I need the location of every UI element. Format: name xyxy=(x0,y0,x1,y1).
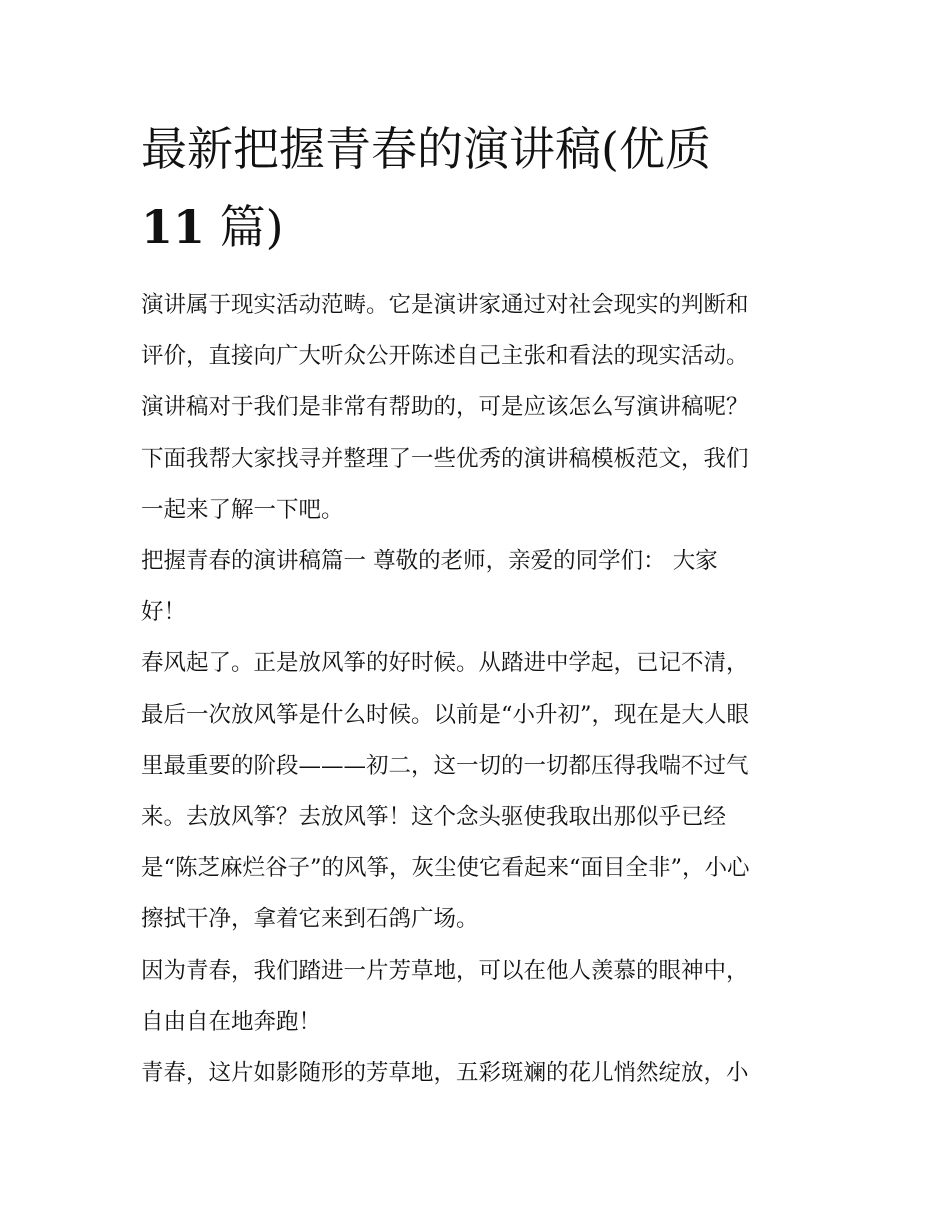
text-line: 春风起了。正是放风筝的好时候。从踏进中学起，已记不清， xyxy=(141,650,749,677)
title-number: 11 xyxy=(141,200,206,254)
text-line: 自由自在地奔跑！ xyxy=(141,1008,322,1035)
paragraph-meadow xyxy=(141,1048,821,1099)
text-line: 评价，直接向广大听众公开陈述自己主张和看法的现实活动。 xyxy=(141,343,749,370)
text-line: 最后一次放风筝是什么时候。以前是“小升初”，现在是大人眼 xyxy=(141,701,750,728)
text-line: 青春，这片如影随形的芳草地，五彩斑斓的花儿悄然绽放，小 xyxy=(141,1060,749,1087)
title-suffix: 篇) xyxy=(205,200,284,254)
paragraph-greeting xyxy=(141,536,821,638)
text-line: 来。去放风筝？去放风筝！这个念头驱使我取出那似乎已经 xyxy=(141,804,727,831)
text-line: 把握青春的演讲稿篇一 尊敬的老师，亲爱的同学们： 大家 xyxy=(141,548,718,575)
document-title xyxy=(141,110,821,266)
paragraph-intro xyxy=(141,280,821,536)
text-line: 因为青春，我们踏进一片芳草地，可以在他人羡慕的眼神中， xyxy=(141,957,749,984)
text-line: 擦拭干净，拿着它来到石鸽广场。 xyxy=(141,906,479,933)
text-line: 演讲稿对于我们是非常有帮助的，可是应该怎么写演讲稿呢？ xyxy=(141,394,749,421)
title-line-2 xyxy=(141,188,821,266)
paragraph-kite xyxy=(141,638,821,945)
text-line: 一起来了解一下吧。 xyxy=(141,496,344,523)
text-line: 演讲属于现实活动范畴。它是演讲家通过对社会现实的判断和 xyxy=(141,292,749,318)
text-line: 好！ xyxy=(141,599,187,626)
text-line: 下面我帮大家找寻并整理了一些优秀的演讲稿模板范文，我们 xyxy=(141,445,749,472)
document-page xyxy=(141,110,821,1099)
text-line: 是“陈芝麻烂谷子”的风筝，灰尘使它看起来“面目全非”，小心 xyxy=(141,855,750,882)
paragraph-youth xyxy=(141,946,821,1048)
title-line-1: 最新把握青春的演讲稿(优质 xyxy=(141,122,711,176)
text-line: 里最重要的阶段———初二，这一切的一切都压得我喘不过气 xyxy=(141,752,749,779)
